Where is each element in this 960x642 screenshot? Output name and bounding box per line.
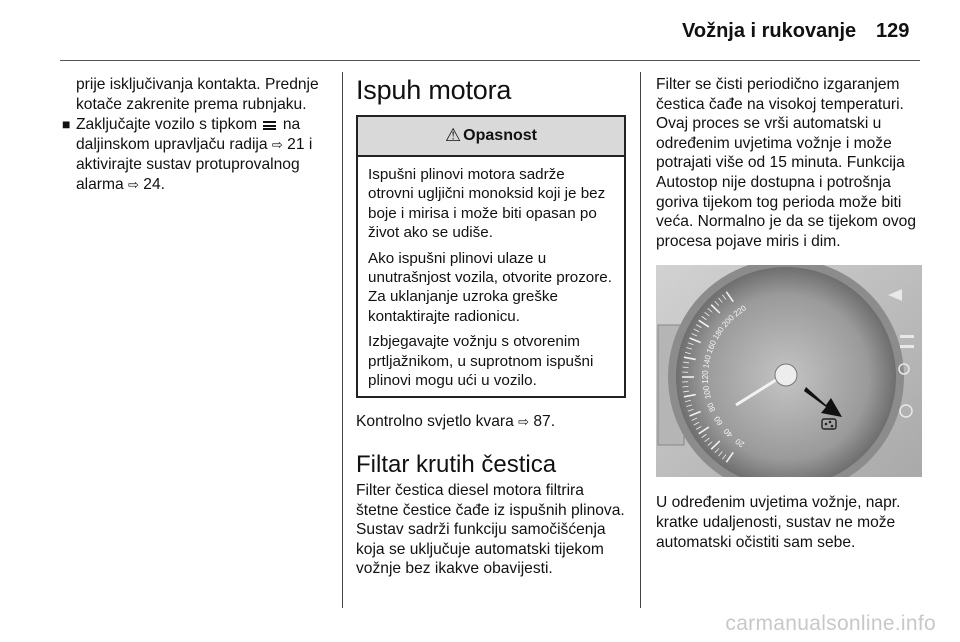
section-title: Ispuh motora bbox=[356, 75, 512, 105]
warning-triangle-icon: ⚠ bbox=[445, 125, 462, 147]
control-light-line bbox=[356, 412, 626, 433]
bullet-text: Zaključajte vozilo s tipkom bbox=[76, 116, 258, 134]
tick-label: 40 bbox=[721, 426, 735, 440]
column-3 bbox=[656, 75, 922, 552]
tick-label: 20 bbox=[733, 436, 747, 450]
column-1 bbox=[60, 75, 328, 196]
tick-label: 200 bbox=[720, 313, 737, 330]
watermark: carmanualsonline.info bbox=[725, 612, 936, 635]
tick-label: 80 bbox=[705, 401, 718, 414]
tick-label: 100 bbox=[701, 385, 713, 401]
page-ref-arrow-icon: ⇨ bbox=[128, 177, 139, 193]
tick-label: 120 bbox=[701, 370, 711, 385]
page-ref[interactable]: 87. bbox=[533, 413, 556, 431]
filter-paragraph: Filter čestica diesel motora filtrira štetne čestice čađe iz ispušnih plinova. Sustav sadrži funkciju samočišćenja koja se uključuje automatski tijekom vožnje bez ikakve obavijesti. bbox=[356, 482, 625, 578]
speedometer-image bbox=[656, 265, 922, 477]
continued-text: prije isključivanja kontakta. Prednje kotače zakrenite prema rubnjaku. bbox=[76, 76, 319, 113]
control-light-text: Kontrolno svjetlo kvara bbox=[356, 413, 514, 431]
tick-label: 60 bbox=[712, 414, 725, 428]
filter-cleaning-paragraph: Filter se čisti periodično izgaranjem čestica čađe na visokoj temperaturi. Ovaj proces se vrši automatski u određenim uvjetima vožnje i može potrajati više od 15 minuta. Funkcija Autostop nije dostupna i potrošnja goriva tijekom tog perioda može biti veća. Normalno je da se tijekom ovog procesa pojave miris i dim. bbox=[656, 76, 917, 250]
danger-paragraph: Ispušni plinovi motora sadrže otrovni ugljični monoksid koji je bez boje i mirisa i može biti opasan po život ako se udiše. bbox=[368, 166, 606, 242]
bullet-icon: ■ bbox=[62, 116, 71, 133]
column-divider bbox=[640, 72, 641, 608]
danger-body bbox=[358, 157, 624, 396]
needle-hub bbox=[775, 364, 797, 386]
header-title: Vožnja i rukovanje bbox=[682, 20, 857, 42]
tick-label: 160 bbox=[704, 339, 719, 356]
page-number: 129 bbox=[876, 20, 910, 42]
bullet-text: na daljinskom upravljaču radija bbox=[76, 116, 301, 153]
danger-box bbox=[356, 115, 626, 398]
lock-button-icon bbox=[263, 121, 276, 130]
column-divider bbox=[342, 72, 343, 608]
danger-label: Opasnost bbox=[463, 127, 537, 145]
tick-label: 220 bbox=[731, 303, 748, 320]
bullet-text: i aktivirajte sustav protuprovalnog alarma bbox=[76, 135, 313, 193]
tick-label: 180 bbox=[711, 325, 726, 342]
page-ref-arrow-icon: ⇨ bbox=[518, 415, 529, 431]
header-rule bbox=[60, 60, 920, 61]
page-ref[interactable]: 21 bbox=[287, 135, 305, 153]
danger-paragraph: Izbjegavajte vožnju s otvorenim prtljažnikom, u suprotnom ispušni plinovi mogu ući u vozilo. bbox=[368, 333, 594, 390]
column-2 bbox=[356, 75, 626, 579]
bullet-item bbox=[60, 115, 328, 195]
light-indicator-icon bbox=[900, 335, 914, 338]
page-ref[interactable]: 24. bbox=[143, 175, 165, 193]
image-caption: U određenim uvjetima vožnje, napr. kratke udaljenosti, sustav ne može automatski očistiti sam sebe. bbox=[656, 494, 901, 551]
tick-label: 140 bbox=[701, 354, 713, 370]
page-ref-arrow-icon: ⇨ bbox=[271, 137, 283, 153]
danger-paragraph: Ako ispušni plinovi ulaze u unutrašnjost vozila, otvorite prozore. Za uklanjanje uzroka greške kontaktirajte radionicu. bbox=[368, 249, 612, 325]
section-title-2: Filtar krutih čestica bbox=[356, 451, 557, 479]
danger-header bbox=[358, 117, 624, 157]
